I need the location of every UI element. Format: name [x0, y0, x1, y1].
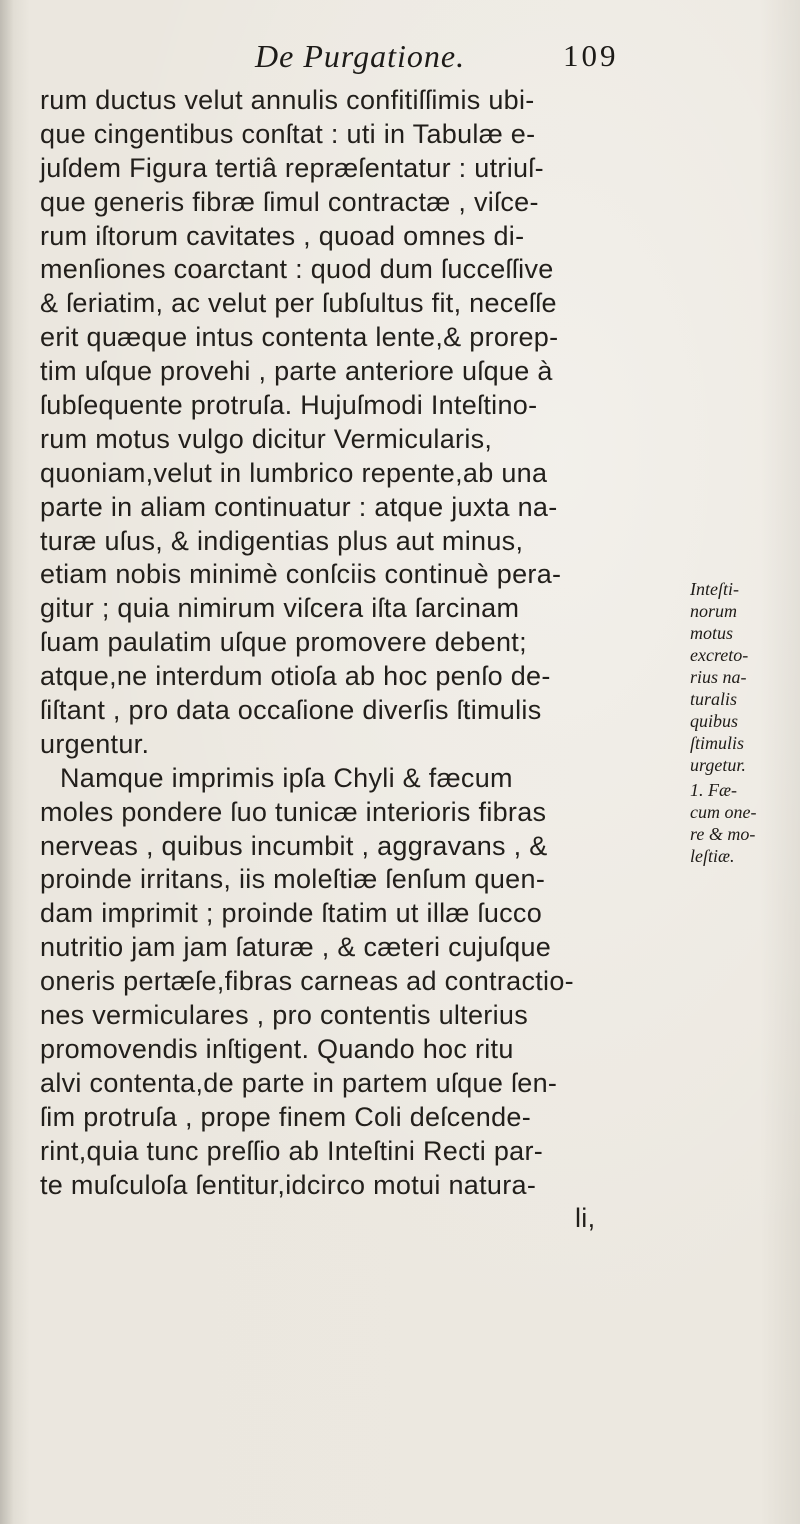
text-line: ſuam paulatim uſque promovere debent;: [40, 627, 527, 658]
text-line: juſdem Figura tertiâ repræſentatur : utriuſ-: [40, 152, 544, 183]
margin-note: turalis: [690, 689, 738, 709]
margin-note: rius na-: [690, 667, 747, 687]
text-line: & ſeriatim, ac velut per ſubſultus fit, neceſſe: [40, 288, 557, 319]
text-line: alvi contenta,de parte in partem uſque ſen-: [40, 1067, 558, 1098]
text-line: ſim protruſa , prope finem Coli deſcende-: [40, 1101, 532, 1132]
gutter-shadow: [0, 0, 14, 1524]
text-line: nes vermiculares , pro contentis ulterius: [40, 1000, 529, 1031]
margin-note: leſtiæ.: [690, 846, 735, 866]
text-line: rum motus vulgo dicitur Vermicularis,: [40, 423, 493, 454]
text-line: etiam nobis minimè conſciis continuè pera-: [40, 559, 562, 590]
margin-note: cum one-: [690, 802, 757, 822]
text-line: nutritio jam jam ſaturæ , & cæteri cujuſque: [40, 932, 552, 963]
text-line: urgentur.: [40, 728, 150, 759]
margin-note: quibus: [690, 711, 739, 731]
margin-note: 1. Fæ-: [690, 780, 737, 800]
text-line: gitur ; quia nimirum viſcera iſta ſarcinam: [40, 593, 520, 624]
text-line: tim uſque provehi , parte anteriore uſque à: [40, 356, 553, 387]
body-text: [40, 84, 660, 1236]
text-line: te muſculoſa ſentitur,idcirco motui natura-: [40, 1169, 537, 1200]
margin-note: motus: [690, 623, 734, 643]
text-line: erit quæque intus contenta lente,& prorep-: [40, 322, 559, 353]
running-title: De Purgatione.: [255, 38, 466, 74]
catchword-line: li,: [575, 1203, 596, 1234]
running-head: [0, 34, 800, 84]
text-line: parte in aliam continuatur : atque juxta na-: [40, 491, 558, 522]
margin-note: Inteſti-: [690, 579, 739, 599]
text-line: turæ uſus, & indigentias plus aut minus,: [40, 525, 524, 556]
marginal-notes: [690, 578, 798, 867]
margin-note: excreto-: [690, 645, 749, 665]
text-line: rint,quia tunc preſſio ab Inteſtini Recti par-: [40, 1135, 544, 1166]
text-line: rum ductus velut annulis confitiſſimis ubi-: [40, 85, 535, 115]
text-line: oneris pertæſe,fibras carneas ad contractio-: [40, 966, 574, 997]
text-line: quoniam,velut in lumbrico repente,ab una: [40, 457, 548, 488]
margin-note: urgetur.: [690, 755, 746, 775]
text-line: ſiſtant , pro data occaſione diverſis ſtimulis: [40, 695, 542, 726]
page-number: 109: [563, 38, 619, 73]
paragraph-start-line: Namque imprimis ipſa Chyli & fæcum: [60, 762, 513, 793]
margin-note: norum: [690, 601, 738, 621]
text-line: ſubſequente protruſa. Hujuſmodi Inteſtino-: [40, 390, 538, 421]
text-line: que generis fibræ ſimul contractæ , viſce-: [40, 186, 539, 217]
text-line: promovendis inſtigent. Quando hoc ritu: [40, 1033, 514, 1064]
text-line: dam imprimit ; proinde ſtatim ut illæ ſucco: [40, 898, 543, 929]
text-line: moles pondere ſuo tunicæ interioris fibras: [40, 796, 547, 827]
text-line: proinde irritans, iis moleſtiæ ſenſum quen-: [40, 864, 546, 895]
text-line: menſiones coarctant : quod dum ſucceſſive: [40, 254, 554, 285]
text-line: atque,ne interdum otioſa ab hoc penſo de-: [40, 661, 551, 692]
text-line: nerveas , quibus incumbit , aggravans , &: [40, 830, 548, 861]
text-line: rum iſtorum cavitates , quoad omnes di-: [40, 220, 525, 251]
text-line: que cingentibus conſtat : uti in Tabulæ e-: [40, 118, 536, 149]
margin-note: re & mo-: [690, 824, 756, 844]
margin-note: ſtimulis: [690, 733, 745, 753]
